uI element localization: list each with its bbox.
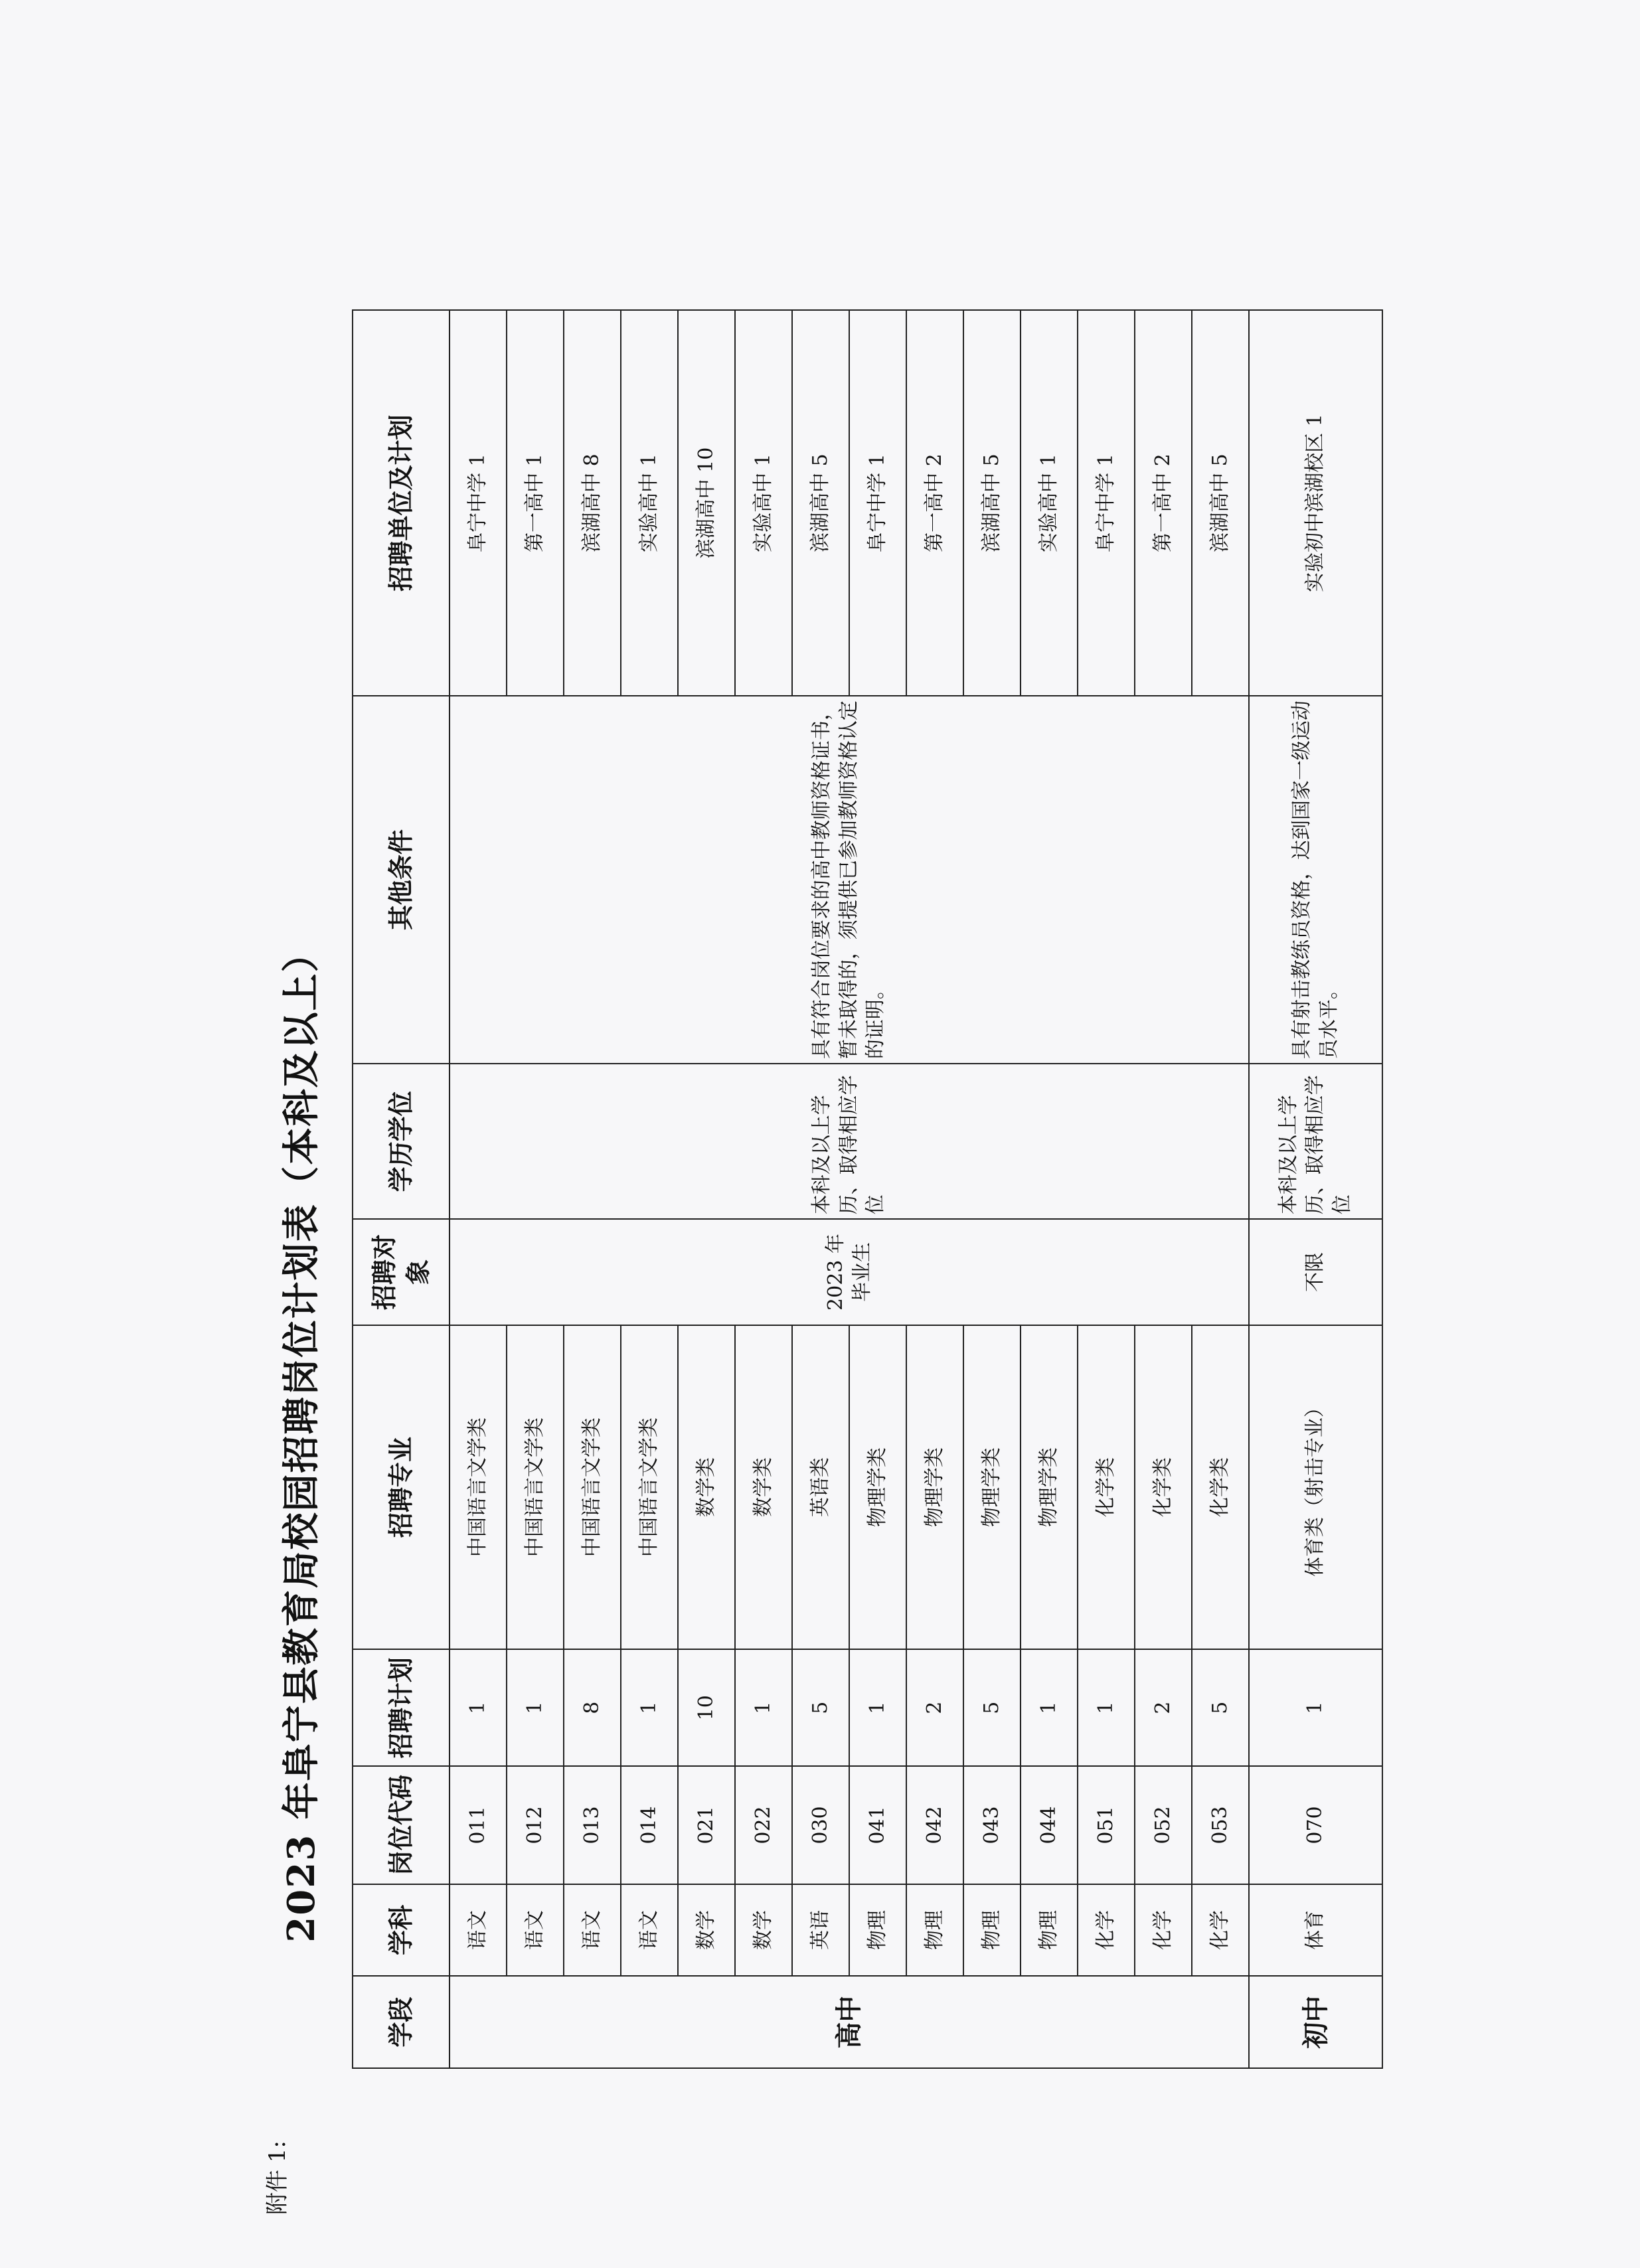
major-cell: 中国语言文学类 — [450, 1325, 507, 1649]
subject-cell: 数学 — [678, 1884, 735, 1977]
major-cell: 化学类 — [1135, 1325, 1192, 1649]
unit-cell: 实验高中 1 — [621, 310, 678, 696]
attachment-label: 附件 1: — [264, 2141, 291, 2215]
major-cell: 中国语言文学类 — [507, 1325, 564, 1649]
code-cell: 030 — [792, 1766, 849, 1884]
education-cell: 本科及以上学历、取得相应学位 — [450, 1064, 1249, 1219]
major-cell: 体育类（射击专业） — [1249, 1325, 1382, 1649]
subject-cell: 物理 — [906, 1884, 963, 1977]
code-cell: 043 — [963, 1766, 1021, 1884]
subject-cell: 化学 — [1192, 1884, 1249, 1977]
unit-cell: 实验高中 1 — [1021, 310, 1078, 696]
target-cell: 2023 年毕业生 — [450, 1219, 1249, 1325]
plan-cell: 5 — [1192, 1649, 1249, 1766]
plan-cell: 5 — [963, 1649, 1021, 1766]
plan-cell: 1 — [735, 1649, 792, 1766]
subject-cell: 语文 — [450, 1884, 507, 1977]
unit-cell: 第一高中 2 — [1135, 310, 1192, 696]
major-cell: 英语类 — [792, 1325, 849, 1649]
header-plan: 招聘计划 — [353, 1649, 450, 1766]
code-cell: 013 — [564, 1766, 621, 1884]
unit-cell: 阜宁中学 1 — [1078, 310, 1135, 696]
code-cell: 014 — [621, 1766, 678, 1884]
code-cell: 052 — [1135, 1766, 1192, 1884]
table-row — [1249, 310, 1382, 2068]
plan-cell: 1 — [1249, 1649, 1382, 1766]
header-major: 招聘专业 — [353, 1325, 450, 1649]
rotated-document — [0, 414, 1354, 2268]
subject-cell: 语文 — [507, 1884, 564, 1977]
header-row — [353, 310, 450, 2068]
subject-cell: 语文 — [621, 1884, 678, 1977]
code-cell: 041 — [849, 1766, 906, 1884]
plan-cell: 2 — [1135, 1649, 1192, 1766]
plan-cell: 2 — [906, 1649, 963, 1766]
major-cell: 中国语言文学类 — [564, 1325, 621, 1649]
unit-cell: 实验高中 1 — [735, 310, 792, 696]
page-title: 2023 年阜宁县教育局校园招聘岗位计划表（本科及以上） — [280, 933, 323, 1943]
major-cell: 物理学类 — [849, 1325, 906, 1649]
unit-cell: 滨湖高中 5 — [792, 310, 849, 696]
subject-cell: 英语 — [792, 1884, 849, 1977]
subject-cell: 物理 — [963, 1884, 1021, 1977]
subject-cell: 数学 — [735, 1884, 792, 1977]
major-cell: 物理学类 — [1021, 1325, 1078, 1649]
major-cell: 化学类 — [1078, 1325, 1135, 1649]
header-subject: 学科 — [353, 1884, 450, 1977]
plan-cell: 8 — [564, 1649, 621, 1766]
stage-cell: 高中 — [450, 1976, 1249, 2068]
unit-cell: 第一高中 1 — [507, 310, 564, 696]
code-cell: 022 — [735, 1766, 792, 1884]
plan-cell: 10 — [678, 1649, 735, 1766]
code-cell: 021 — [678, 1766, 735, 1884]
unit-cell: 滨湖高中 5 — [1192, 310, 1249, 696]
major-cell: 物理学类 — [906, 1325, 963, 1649]
major-cell: 数学类 — [678, 1325, 735, 1649]
plan-cell: 5 — [792, 1649, 849, 1766]
subject-cell: 化学 — [1135, 1884, 1192, 1977]
plan-cell: 1 — [507, 1649, 564, 1766]
unit-cell: 滨湖高中 10 — [678, 310, 735, 696]
code-cell: 053 — [1192, 1766, 1249, 1884]
subject-cell: 体育 — [1249, 1884, 1382, 1977]
header-other: 其他条件 — [353, 696, 450, 1064]
plan-cell: 1 — [621, 1649, 678, 1766]
recruitment-plan-table — [352, 309, 1383, 2069]
other-conditions-cell: 具有符合岗位要求的高中教师资格证书，暂未取得的，须提供已参加教师资格认定的证明。 — [450, 696, 1249, 1064]
unit-cell: 第一高中 2 — [906, 310, 963, 696]
code-cell: 012 — [507, 1766, 564, 1884]
header-units: 招聘单位及计划 — [353, 310, 450, 696]
header-target: 招聘对象 — [353, 1219, 450, 1325]
plan-cell: 1 — [849, 1649, 906, 1766]
code-cell: 044 — [1021, 1766, 1078, 1884]
header-stage: 学段 — [353, 1976, 450, 2068]
unit-cell: 阜宁中学 1 — [450, 310, 507, 696]
unit-cell: 滨湖高中 8 — [564, 310, 621, 696]
code-cell: 051 — [1078, 1766, 1135, 1884]
code-cell: 070 — [1249, 1766, 1382, 1884]
subject-cell: 化学 — [1078, 1884, 1135, 1977]
unit-cell: 滨湖高中 5 — [963, 310, 1021, 696]
table-row — [450, 310, 507, 2068]
major-cell: 物理学类 — [963, 1325, 1021, 1649]
major-cell: 化学类 — [1192, 1325, 1249, 1649]
subject-cell: 物理 — [849, 1884, 906, 1977]
stage-cell: 初中 — [1249, 1976, 1382, 2068]
unit-cell: 实验初中滨湖校区 1 — [1249, 310, 1382, 696]
code-cell: 042 — [906, 1766, 963, 1884]
subject-cell: 物理 — [1021, 1884, 1078, 1977]
code-cell: 011 — [450, 1766, 507, 1884]
plan-cell: 1 — [1078, 1649, 1135, 1766]
other-conditions-cell: 具有射击教练员资格，达到国家一级运动员水平。 — [1249, 696, 1382, 1064]
major-cell: 数学类 — [735, 1325, 792, 1649]
target-cell: 不限 — [1249, 1219, 1382, 1325]
subject-cell: 语文 — [564, 1884, 621, 1977]
education-cell: 本科及以上学历、取得相应学位 — [1249, 1064, 1382, 1219]
header-code: 岗位代码 — [353, 1766, 450, 1884]
unit-cell: 阜宁中学 1 — [849, 310, 906, 696]
major-cell: 中国语言文学类 — [621, 1325, 678, 1649]
header-education: 学历学位 — [353, 1064, 450, 1219]
plan-cell: 1 — [450, 1649, 507, 1766]
plan-cell: 1 — [1021, 1649, 1078, 1766]
